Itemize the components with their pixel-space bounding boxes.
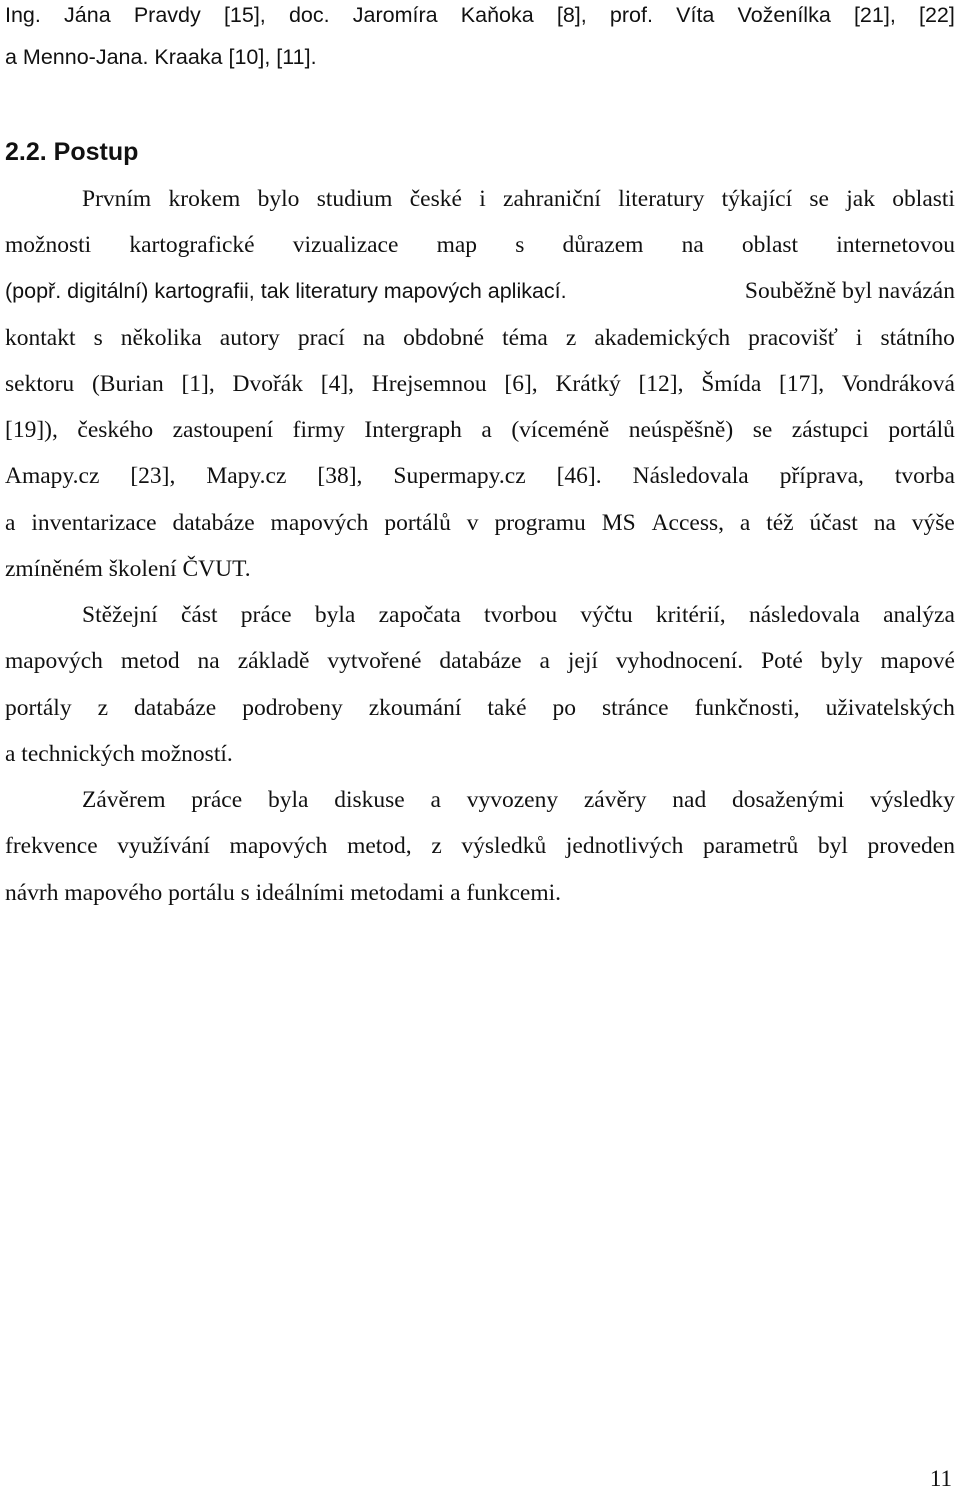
paragraph2-line-2: [5, 646, 955, 676]
word: a: [5, 510, 16, 536]
word: oblasti: [892, 186, 955, 212]
word: její: [567, 648, 598, 674]
word: [38],: [317, 463, 363, 489]
paragraph1-line-7: [5, 461, 955, 491]
word: vyvozeny: [466, 787, 559, 813]
word: státního: [880, 325, 955, 351]
word: uživatelských: [825, 695, 955, 721]
word: proveden: [867, 833, 955, 859]
word: Supermapy.cz: [393, 463, 526, 489]
word: na: [197, 648, 220, 674]
word: Dvořák: [232, 371, 303, 397]
word: prof.: [609, 3, 653, 27]
word: vizualizace: [292, 232, 399, 258]
word: příprava,: [779, 463, 864, 489]
word: Intergraph: [364, 417, 462, 443]
word: závěry: [583, 787, 647, 813]
word: portálů: [384, 510, 451, 536]
word: českého: [77, 417, 154, 443]
word: bylo: [257, 186, 300, 212]
word: map: [436, 232, 478, 258]
word: Jaromíra: [352, 3, 438, 27]
word: frekvence: [5, 833, 98, 859]
section-heading: 2.2. Postup: [5, 138, 139, 166]
word: se: [752, 417, 773, 443]
word: v: [466, 510, 479, 536]
word: obdobné: [403, 325, 485, 351]
word: Prvním: [82, 186, 152, 212]
word: mapových: [5, 648, 103, 674]
paragraph1-line-3-serif: Souběžně byl navázán: [739, 278, 955, 304]
paragraph1-line-3-sans: (popř. digitální) kartografii, tak literatury mapových aplikací.: [5, 279, 567, 303]
word: nad: [672, 787, 707, 813]
word: a: [739, 510, 751, 536]
word: oblast: [741, 232, 799, 258]
word: [12],: [638, 371, 684, 397]
word: započata: [378, 602, 461, 628]
word: a: [430, 787, 441, 813]
word: z: [565, 325, 577, 351]
word: české: [409, 186, 462, 212]
word: Následovala: [632, 463, 749, 489]
word: po: [552, 695, 577, 721]
word: na: [873, 510, 896, 536]
word: Hrejsemnou: [371, 371, 487, 397]
word: pracovišť: [748, 325, 838, 351]
paragraph1-line-3: [5, 276, 955, 306]
word: Ing.: [5, 3, 41, 27]
paragraph3-line-1: [82, 785, 955, 815]
word: MS: [601, 510, 636, 536]
word: byl: [817, 833, 848, 859]
word: s: [93, 325, 103, 351]
word: sektoru: [5, 371, 75, 397]
word: analýza: [883, 602, 955, 628]
word: [19]),: [5, 417, 58, 443]
intro-line-1: [5, 0, 955, 30]
word: funkčnosti,: [694, 695, 800, 721]
word: (víceméně: [511, 417, 610, 443]
word: práce: [240, 602, 292, 628]
word: Amapy.cz: [5, 463, 100, 489]
word: Poté: [761, 648, 803, 674]
word: databáze: [172, 510, 255, 536]
word: mapových: [229, 833, 328, 859]
word: Závěrem: [82, 787, 166, 813]
word: práce: [191, 787, 243, 813]
word: autory: [219, 325, 280, 351]
word: zástupci: [791, 417, 869, 443]
word: [17],: [779, 371, 825, 397]
word: vyhodnocení.: [615, 648, 744, 674]
word: mapové: [880, 648, 955, 674]
paragraph1-line-1: [82, 184, 955, 214]
word: důrazem: [562, 232, 644, 258]
word: i: [855, 325, 863, 351]
word: jak: [846, 186, 875, 212]
word: stránce: [602, 695, 669, 721]
word: a: [481, 417, 492, 443]
word: akademických: [594, 325, 731, 351]
word: kartografické: [129, 232, 255, 258]
paragraph3-line-2: [5, 831, 955, 861]
word: základě: [237, 648, 310, 674]
word: tvorbou: [484, 602, 558, 628]
paragraph1-line-5: [5, 369, 955, 399]
word: studium: [316, 186, 393, 212]
word: [22]: [918, 3, 955, 27]
word: kontakt: [5, 325, 76, 351]
word: Stěžejní: [82, 602, 158, 628]
paragraph1-line-9: zmíněném školení ČVUT.: [5, 556, 251, 582]
word: literatury: [618, 186, 705, 212]
word: část: [180, 602, 218, 628]
word: portály: [5, 695, 72, 721]
word: diskuse: [334, 787, 405, 813]
word: výsledků: [461, 833, 547, 859]
word: využívání: [117, 833, 210, 859]
word: následovala: [748, 602, 860, 628]
paragraph2-line-4: a technických možností.: [5, 741, 233, 767]
word: tvorba: [894, 463, 955, 489]
word: také: [487, 695, 527, 721]
word: z: [431, 833, 442, 859]
paragraph1-line-6: [5, 415, 955, 445]
word: jednotlivých: [565, 833, 684, 859]
word: na: [362, 325, 386, 351]
word: portálů: [888, 417, 955, 443]
word: [8],: [556, 3, 587, 27]
word: se: [809, 186, 829, 212]
word: zahraniční: [503, 186, 601, 212]
word: výsledky: [870, 787, 955, 813]
word: Krátký: [555, 371, 621, 397]
word: z: [97, 695, 109, 721]
word: [1],: [181, 371, 215, 397]
word: Jána: [64, 3, 111, 27]
word: parametrů: [702, 833, 799, 859]
word: týkající: [721, 186, 793, 212]
word: byla: [267, 787, 309, 813]
paragraph3-line-3: návrh mapového portálu s ideálními metodami a funkcemi.: [5, 880, 562, 906]
word: několika: [120, 325, 202, 351]
word: Voženílka: [737, 3, 831, 27]
word: podrobeny: [242, 695, 343, 721]
word: inventarizace: [31, 510, 157, 536]
word: též: [766, 510, 794, 536]
word: kritérií,: [655, 602, 726, 628]
word: vytvořené: [327, 648, 422, 674]
word: Pravdy: [133, 3, 201, 27]
word: s: [515, 232, 525, 258]
word: Víta: [676, 3, 715, 27]
word: [21],: [853, 3, 896, 27]
word: [23],: [130, 463, 176, 489]
word: možnosti: [5, 232, 92, 258]
word: metod,: [347, 833, 412, 859]
word: neúspěšně): [628, 417, 734, 443]
word: téma: [502, 325, 548, 351]
intro-line-2: a Menno-Jana. Kraaka [10], [11].: [5, 45, 317, 69]
word: [15],: [223, 3, 266, 27]
word: databáze: [134, 695, 217, 721]
word: [46].: [556, 463, 602, 489]
word: i: [479, 186, 486, 212]
word: databáze: [439, 648, 522, 674]
word: na: [681, 232, 704, 258]
word: mapových: [270, 510, 369, 536]
word: prací: [297, 325, 345, 351]
word: doc.: [288, 3, 330, 27]
word: byly: [820, 648, 863, 674]
word: výše: [911, 510, 955, 536]
word: Access,: [651, 510, 724, 536]
paragraph2-line-1: [82, 600, 955, 630]
word: [4],: [320, 371, 355, 397]
word: Šmída: [701, 371, 762, 397]
word: výčtu: [580, 602, 633, 628]
word: firmy: [292, 417, 345, 443]
word: metod: [120, 648, 180, 674]
paragraph1-line-4: [5, 323, 955, 353]
word: Kaňoka: [460, 3, 534, 27]
word: krokem: [168, 186, 241, 212]
word: dosaženými: [731, 787, 845, 813]
word: Mapy.cz: [206, 463, 287, 489]
word: [6],: [504, 371, 538, 397]
paragraph1-line-8: [5, 508, 955, 538]
word: internetovou: [836, 232, 955, 258]
word: (Burian: [91, 371, 164, 397]
paragraph1-line-2: [5, 230, 955, 260]
word: programu: [494, 510, 586, 536]
word: byla: [314, 602, 356, 628]
word: účast: [809, 510, 858, 536]
word: zastoupení: [172, 417, 274, 443]
word: zkoumání: [368, 695, 462, 721]
word: Vondráková: [841, 371, 955, 397]
word: a: [539, 648, 550, 674]
paragraph2-line-3: [5, 693, 955, 723]
page-number: 11: [929, 1466, 952, 1491]
